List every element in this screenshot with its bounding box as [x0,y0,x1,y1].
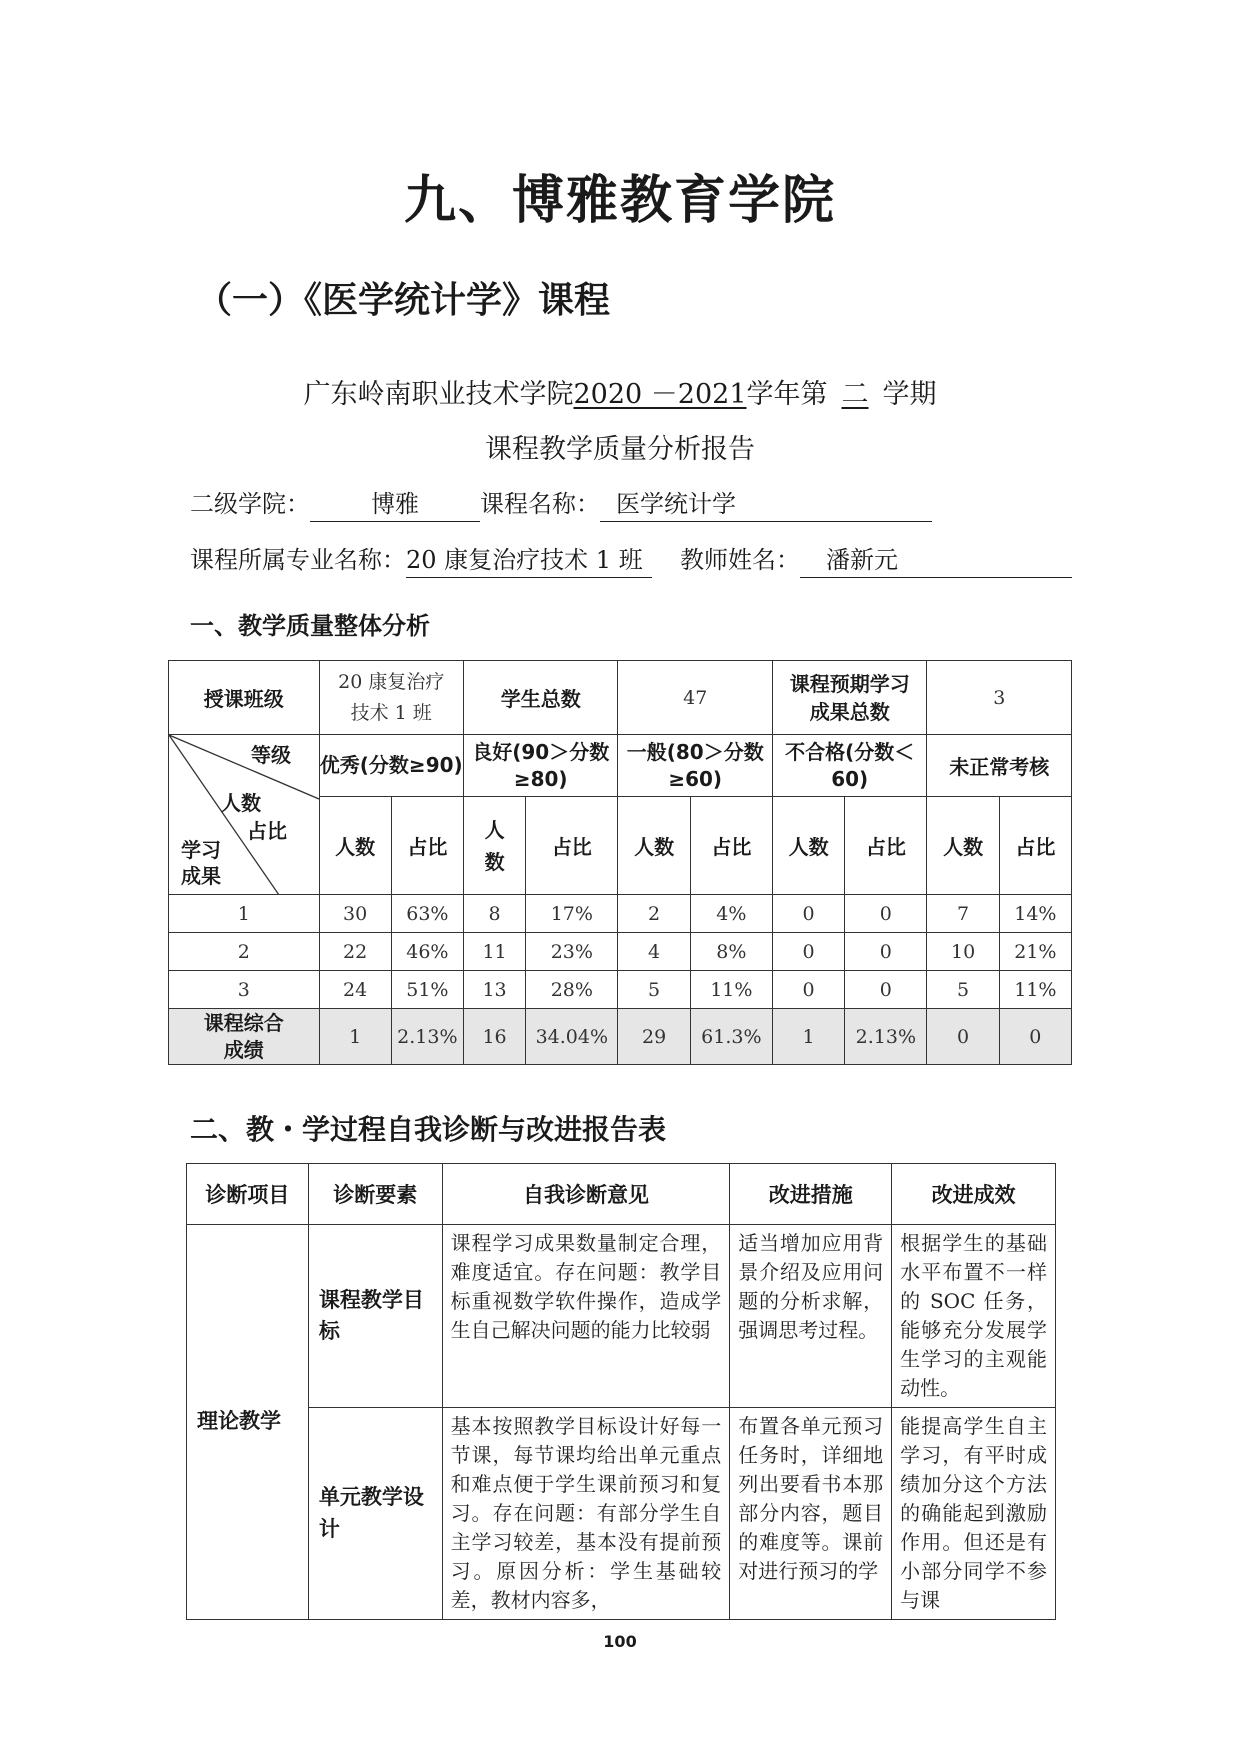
table-cell: 63% [391,895,463,933]
table-row [169,933,1072,971]
academic-year: 2020 －2021 [573,379,747,410]
table-cell: 4% [690,895,772,933]
term-value: 二 [841,379,869,410]
table-cell: 46% [391,933,463,971]
students-value: 47 [618,661,773,735]
table-cell: 0 [772,895,844,933]
table-cell: 2.13% [845,1009,927,1065]
outcomes-label: 课程预期学习成果总数 [772,661,927,735]
effect-text: 能提高学生自主学习，有平时成绩加分这个方法的确能起到激励作用。但还是有小部分同学不参与课 [892,1408,1056,1620]
teacher-value: 潘新元 [800,540,1072,578]
teacher-label: 教师姓名： [680,546,800,574]
opinion-text: 课程学习成果数量制定合理，难度适宜。存在问题：教学目标重视数学软件操作，造成学生自己解决问题的能力比较弱 [442,1225,730,1408]
college-label: 二级学院： [190,490,310,518]
table-row [169,1009,1072,1065]
table-cell: 2.13% [391,1009,463,1065]
table-cell: 7 [927,895,999,933]
page-number: 100 [603,1632,637,1651]
table-cell: 0 [772,971,844,1009]
element-label: 课程教学目标 [308,1225,442,1408]
table-cell: 11% [690,971,772,1009]
term-label: 学期 [882,379,937,410]
element-label: 单元教学设计 [308,1408,442,1620]
col-count-header: 人数 [772,797,844,895]
measure-text: 适当增加应用背景介绍及应用问题的分析求解，强调思考过程。 [730,1225,892,1408]
header-opinion: 自我诊断意见 [442,1164,730,1225]
col-count-header: 人数 [927,797,999,895]
table-cell: 14% [999,895,1071,933]
table-cell: 11 [463,933,525,971]
header-element: 诊断要素 [308,1164,442,1225]
course-subtitle: （一）《医学统计学》课程 [196,280,611,321]
course-value: 医学统计学 [600,484,932,522]
diag-grade-label: 等级 [251,743,291,767]
students-label: 学生总数 [463,661,618,735]
college-value: 博雅 [310,484,480,522]
table-row [187,1164,1056,1225]
report-title: 课程教学质量分析报告 [485,434,755,465]
table-row [169,735,1072,797]
col-count-header: 人数 [618,797,690,895]
opinion-text: 基本按照教学目标设计好每一节课，每节课均给出单元重点和难点便于学生课前预习和复习。存在问题：有部分学生自主学习较差，基本没有提前预习。原因分析：学生基础较差，教材内容多， [442,1408,730,1620]
table-row [169,895,1072,933]
header-project: 诊断项目 [187,1164,309,1225]
table-cell: 0 [999,1009,1071,1065]
info-line-college [190,484,932,522]
table-row [169,661,1072,735]
major-label: 课程所属专业名称： [190,546,406,574]
table-row [187,1225,1056,1408]
project-theory-teaching: 理论教学 [187,1225,309,1620]
grade-good-header: 良好(90＞分数≥80) [463,735,618,797]
table-cell: 28% [526,971,618,1009]
table-cell: 17% [526,895,618,933]
table-cell: 30 [319,895,391,933]
school-name: 广东岭南职业技术学院 [303,379,574,410]
table-cell: 23% [526,933,618,971]
header-effect: 改进成效 [892,1164,1056,1225]
major-value: 20 康复治疗技术 1 班 [406,540,652,578]
table-cell: 10 [927,933,999,971]
table-row [169,971,1072,1009]
diag-count-label: 人数 [221,791,261,815]
table-cell: 13 [463,971,525,1009]
table-cell: 0 [845,971,927,1009]
col-ratio-header: 占比 [999,797,1071,895]
table-cell: 0 [845,895,927,933]
table-cell: 29 [618,1009,690,1065]
table-row [187,1408,1056,1620]
section2-heading: 二、教・学过程自我诊断与改进报告表 [190,1113,667,1146]
info-line-major [190,540,1072,578]
table-cell: 16 [463,1009,525,1065]
diagnosis-table [186,1163,1056,1620]
table-cell: 11% [999,971,1071,1009]
report-header-line [0,372,1240,411]
measure-text: 布置各单元预习任务时，详细地列出要看书本那部分内容，题目的难度等。课前对进行预习的学 [730,1408,892,1620]
outcome-label: 1 [169,895,320,933]
quality-analysis-table [168,660,1072,1065]
table-cell: 1 [319,1009,391,1065]
outcome-label: 3 [169,971,320,1009]
table-cell: 5 [927,971,999,1009]
col-ratio-header: 占比 [391,797,463,895]
col-count-header: 人数 [319,797,391,895]
table-cell: 0 [772,933,844,971]
diagonal-header-cell [169,735,320,895]
grade-excellent-header: 优秀(分数≥90) [319,735,463,797]
grade-fail-header: 不合格(分数＜60) [772,735,927,797]
table-cell: 4 [618,933,690,971]
table-cell: 8% [690,933,772,971]
table-cell: 34.04% [526,1009,618,1065]
table-cell: 22 [319,933,391,971]
section1-heading: 一、教学质量整体分析 [190,612,430,640]
table-cell: 8 [463,895,525,933]
table-cell: 2 [618,895,690,933]
outcomes-value: 3 [927,661,1072,735]
table-cell: 0 [845,933,927,971]
col-ratio-header: 占比 [690,797,772,895]
table-cell: 21% [999,933,1071,971]
table-cell: 61.3% [690,1009,772,1065]
grade-abnormal-header: 未正常考核 [927,735,1072,797]
table-cell: 24 [319,971,391,1009]
outcome-label: 2 [169,933,320,971]
table-cell: 51% [391,971,463,1009]
table-cell: 5 [618,971,690,1009]
col-count-header: 人数 [463,797,525,895]
total-score-label: 课程综合成绩 [169,1009,320,1065]
table-cell: 0 [927,1009,999,1065]
header-measure: 改进措施 [730,1164,892,1225]
effect-text: 根据学生的基础水平布置不一样的 SOC 任务，能够充分发展学生学习的主观能动性。 [892,1225,1056,1408]
col-ratio-header: 占比 [526,797,618,895]
grade-fair-header: 一般(80＞分数≥60) [618,735,773,797]
main-title: 九、博雅教育学院 [403,171,836,231]
course-label: 课程名称： [480,490,600,518]
diag-outcome-label: 学习成果 [181,838,221,888]
class-value: 20 康复治疗技术 1 班 [319,661,463,735]
col-ratio-header: 占比 [845,797,927,895]
year-label: 学年第 [746,379,828,410]
diag-ratio-label: 占比 [247,819,287,843]
class-label: 授课班级 [169,661,320,735]
table-cell: 1 [772,1009,844,1065]
